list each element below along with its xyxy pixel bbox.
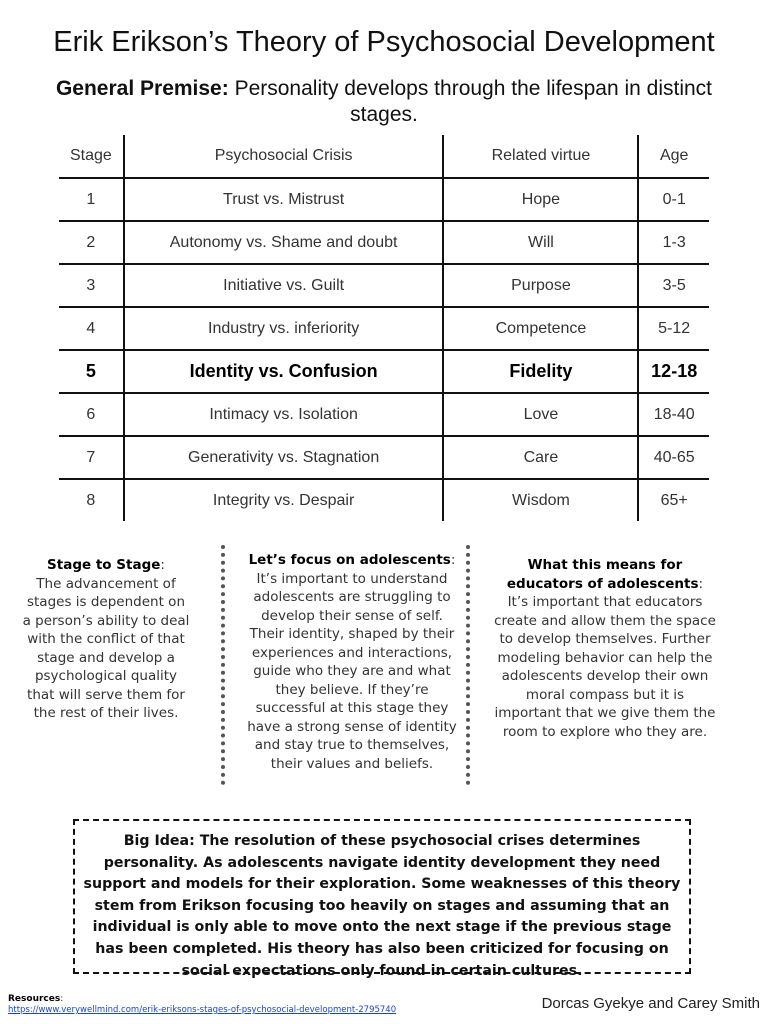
cell-virtue: Hope: [443, 178, 638, 221]
stage-to-stage-colon: :: [160, 557, 165, 573]
premise-text: Personality develops through the lifespan in distinct stages.: [228, 77, 713, 126]
cell-crisis: Industry vs. inferiority: [124, 307, 444, 350]
cell-crisis: Identity vs. Confusion: [124, 350, 444, 393]
big-idea-box: Big Idea: The resolution of these psychosocial crises determines personality. As adolescents navigate identity development they need support and models for their exploration. Some weaknesses of this theory stem from Erikson focusing too heavily on stages and assuming that an individual is only able to move onto the next stage if the previous stage has been completed. His theory has also been criticized for focusing on social expectations only found in certain cultures.: [73, 819, 691, 974]
cell-crisis: Intimacy vs. Isolation: [124, 393, 444, 436]
cell-virtue: Purpose: [443, 264, 638, 307]
adolescents-colon: :: [450, 552, 456, 568]
adolescents-body: It’s important to understand adolescents are struggling to develop their sense of self. Their identity, shaped by their experiences and interactions, guide who they are and what they believe. If they’re successful at this stage they have a strong sense of identity and stay true to themselves, their values and beliefs.: [247, 570, 457, 772]
cell-virtue: Fidelity: [443, 350, 638, 393]
table-row: [59, 436, 709, 479]
cell-age: 5-12: [638, 307, 709, 350]
cell-stage: 2: [59, 221, 124, 264]
header-virtue: Related virtue: [443, 135, 638, 178]
cell-crisis: Initiative vs. Guilt: [124, 264, 444, 307]
adolescents-column: [246, 551, 458, 773]
educators-heading: What this means for educators of adolescents: [506, 557, 699, 592]
cell-crisis: Trust vs. Mistrust: [124, 178, 444, 221]
page-title: Erik Erikson’s Theory of Psychosocial Development: [53, 26, 715, 58]
cell-age: 1-3: [638, 221, 709, 264]
cell-stage: 1: [59, 178, 124, 221]
cell-virtue: Wisdom: [443, 479, 638, 521]
cell-age: 0-1: [638, 178, 709, 221]
stage-to-stage-column: [22, 556, 190, 723]
cell-age: 65+: [660, 491, 688, 509]
cell-crisis: Integrity vs. Despair: [124, 479, 444, 521]
dotted-divider: [221, 545, 229, 785]
premise-label: General Premise:: [55, 77, 229, 100]
cell-stage: 8: [59, 479, 124, 521]
cell-virtue: Care: [443, 436, 638, 479]
adolescents-heading: Let’s focus on adolescents: [248, 552, 451, 568]
table-row: [59, 264, 709, 307]
table-row-highlighted: [59, 350, 709, 393]
cell-stage: 3: [59, 264, 124, 307]
authors: Dorcas Gyekye and Carey Smith: [541, 995, 760, 1012]
cell-virtue: Love: [443, 393, 638, 436]
table-row: [59, 479, 709, 521]
resource-link[interactable]: https://www.verywellmind.com/erik-eriksons-stages-of-psychosocial-development-2795740: [8, 1005, 397, 1015]
header-stage: Stage: [59, 135, 124, 178]
cell-age: 3-5: [638, 264, 709, 307]
cell-stage: 7: [59, 436, 124, 479]
cell-crisis: Generativity vs. Stagnation: [124, 436, 444, 479]
stage-to-stage-body: The advancement of stages is dependent on a person’s ability to deal with the conflict of that stage and develop a psychological quality that will serve them for the rest of their lives.: [22, 575, 190, 721]
table-header-row: [59, 135, 709, 178]
cell-crisis: Autonomy vs. Shame and doubt: [124, 221, 444, 264]
cell-virtue: Competence: [443, 307, 638, 350]
cell-virtue: Will: [443, 221, 638, 264]
cell-stage: 4: [59, 307, 124, 350]
educators-column: [494, 556, 716, 741]
resources-colon: :: [60, 994, 64, 1004]
cell-stage: 6: [59, 393, 124, 436]
stages-table: [59, 135, 709, 521]
stage-to-stage-heading: Stage to Stage: [47, 557, 161, 573]
dotted-divider: [466, 545, 474, 785]
table-row: [59, 178, 709, 221]
table-row: [59, 221, 709, 264]
table-row: [59, 307, 709, 350]
educators-body: It’s important that educators create and allow them the space to develop themselves. Further modeling behavior can help the adolescents develop their own moral compass but it is important that we give them the room to explore who they are.: [494, 594, 716, 740]
header-age: Age: [638, 135, 709, 178]
cell-age: 40-65: [638, 436, 709, 479]
resources: [8, 994, 396, 1016]
general-premise: [40, 76, 728, 128]
table-row: [59, 393, 709, 436]
cell-stage: 5: [59, 350, 124, 393]
resources-label: Resources: [8, 994, 61, 1004]
cell-age: 18-40: [638, 393, 709, 436]
header-crisis: Psychosocial Crisis: [124, 135, 444, 178]
educators-colon: :: [698, 575, 704, 592]
cell-age: 12-18: [638, 350, 709, 393]
